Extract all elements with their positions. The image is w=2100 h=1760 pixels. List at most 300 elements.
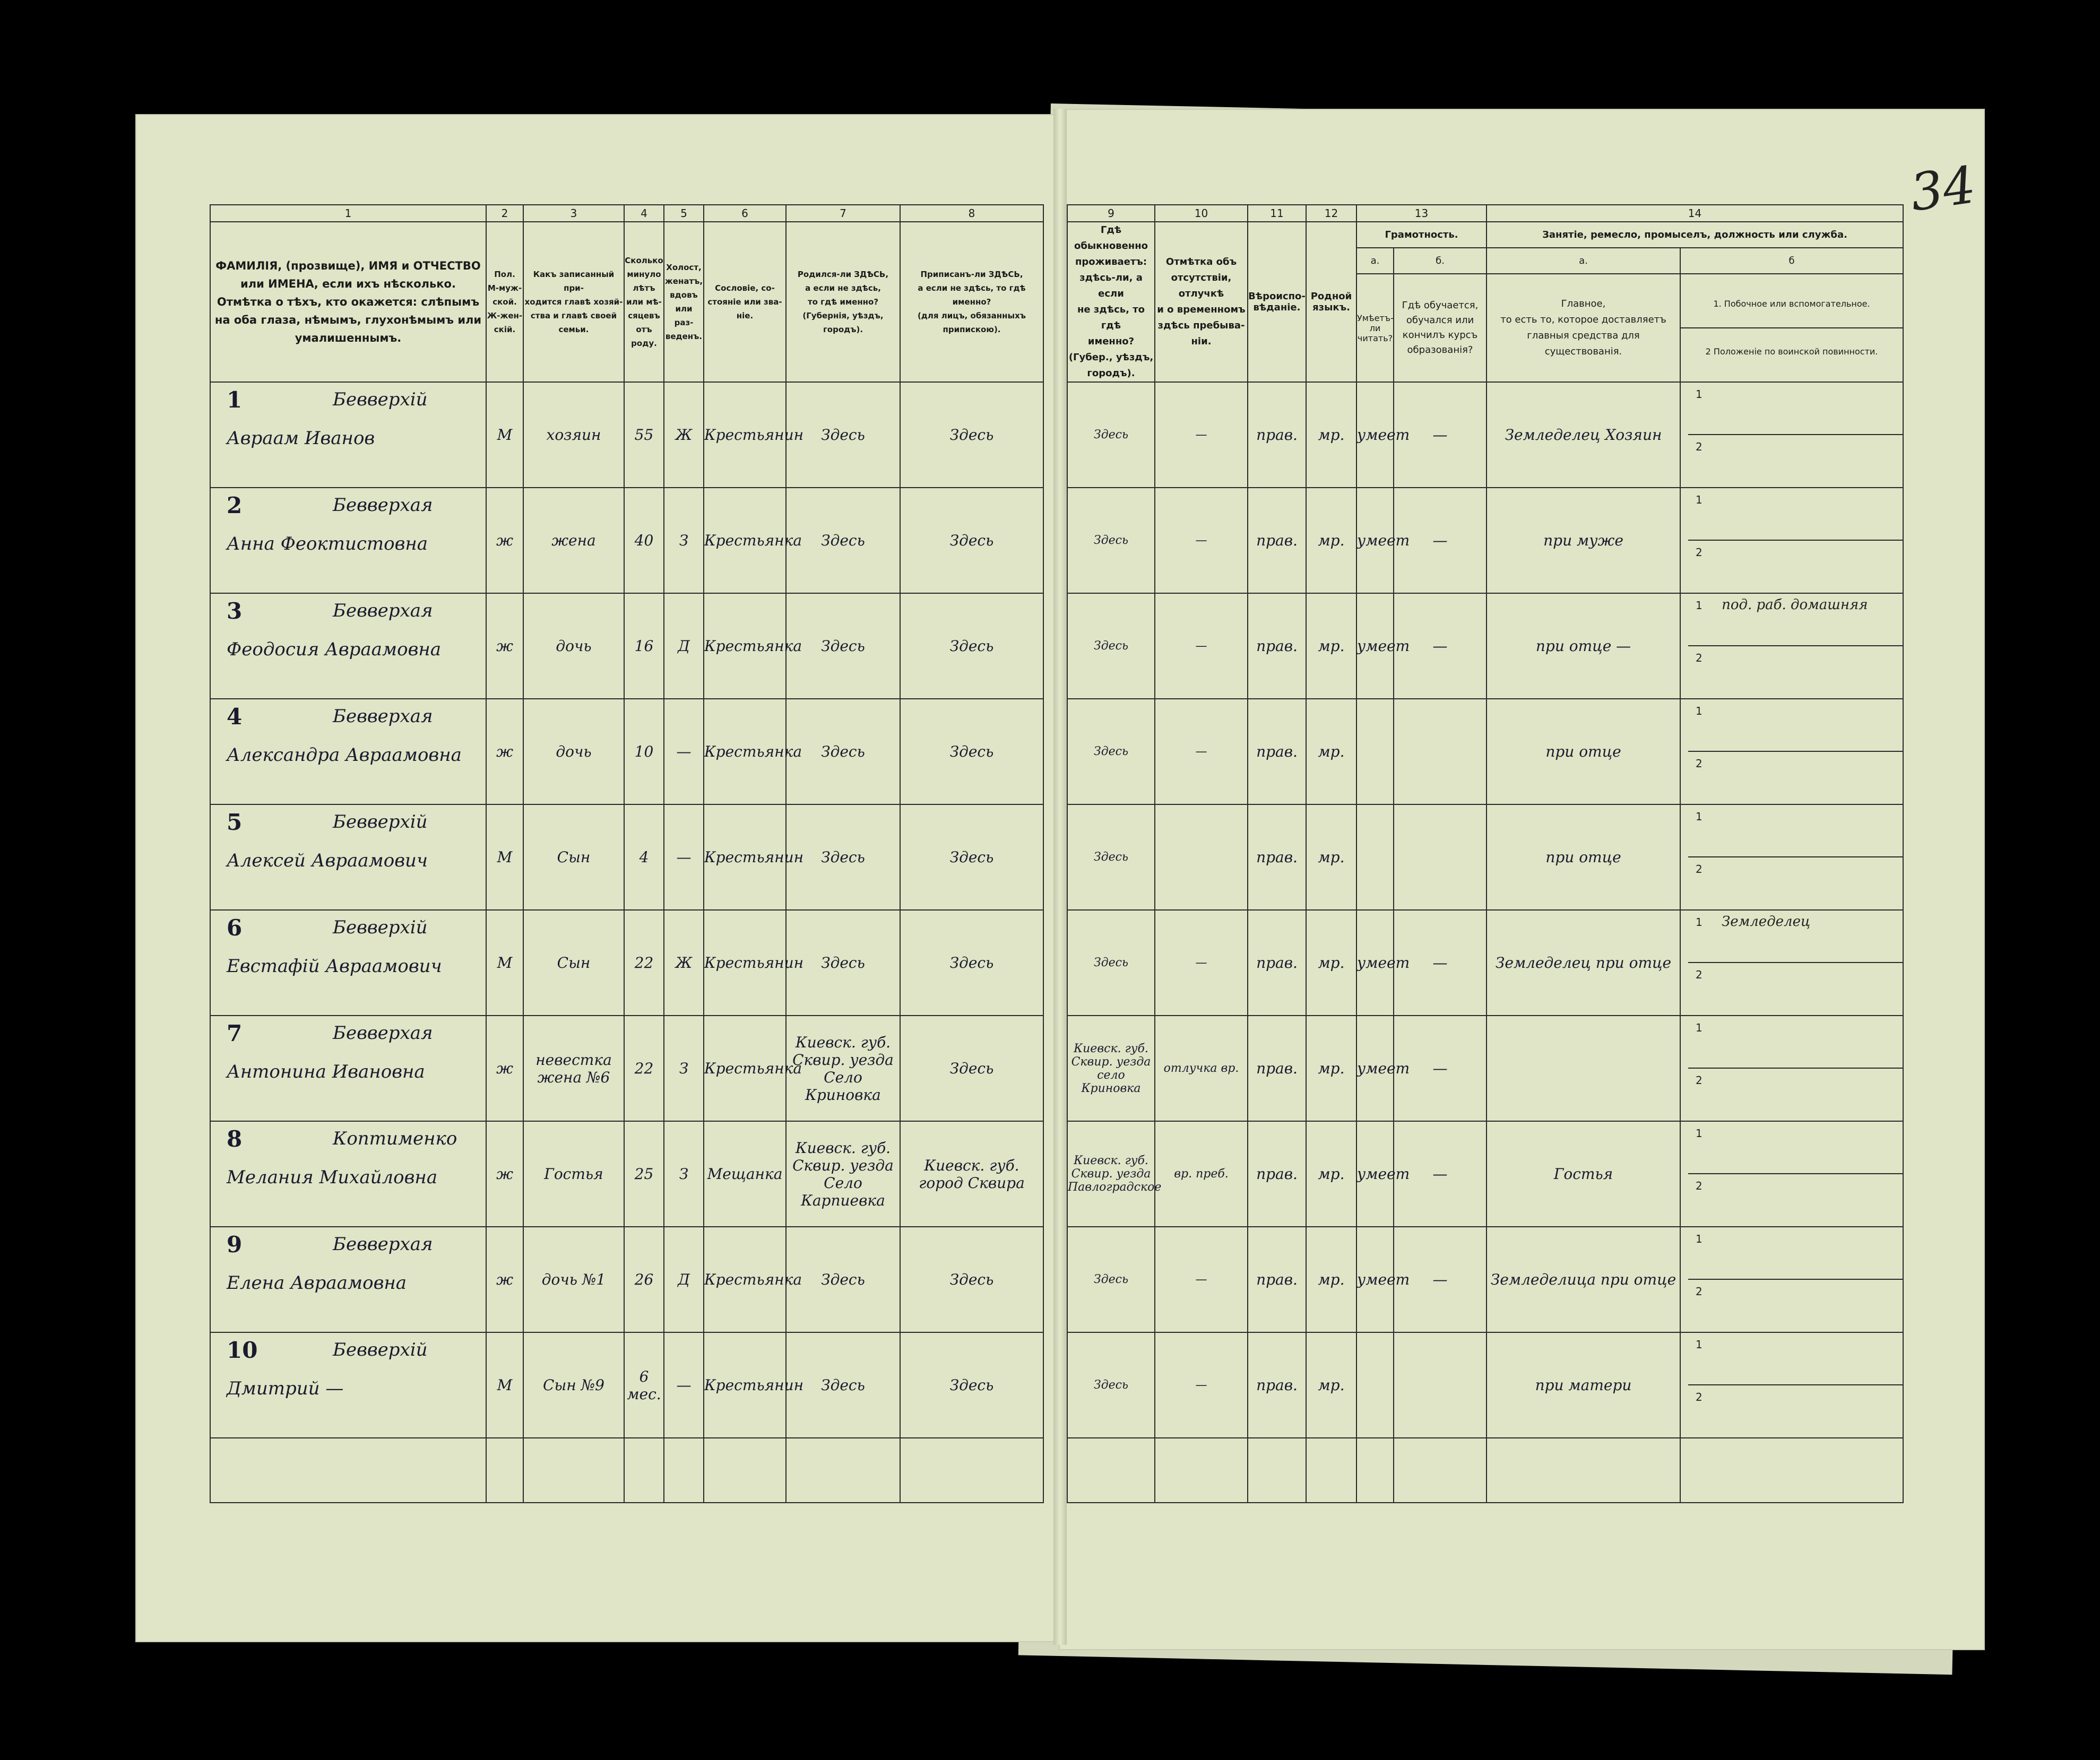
surname: Бевверхая — [333, 600, 433, 621]
resides-cell: Здесь — [1067, 488, 1155, 593]
side-occupation-1: 1 — [1688, 805, 1903, 857]
education-cell: — — [1394, 1016, 1487, 1121]
table-row — [1067, 910, 1903, 1016]
language-cell: мр. — [1306, 1016, 1356, 1121]
blank-cell — [1067, 1438, 1155, 1503]
column-number: 13 — [1356, 205, 1487, 222]
sex-cell: ж — [486, 488, 523, 593]
side-occupation-2: 2 — [1688, 1280, 1903, 1331]
blank-cell — [704, 1438, 786, 1503]
main-occ-cell: при отце — [1487, 699, 1680, 804]
age-cell: 22 — [624, 910, 664, 1016]
language-cell: мр. — [1306, 804, 1356, 910]
side-occupation-1: 1 под. раб. домашняя — [1688, 594, 1903, 646]
estate-cell: Крестьянин — [704, 382, 786, 488]
literacy-cell: умеет — [1356, 1121, 1394, 1227]
table-row — [210, 804, 1043, 910]
education-cell: — — [1394, 488, 1487, 593]
side-occupation-cell — [1680, 593, 1903, 699]
absence-cell: вр. преб. — [1155, 1121, 1248, 1227]
side-occupation-1: 1 — [1688, 1227, 1903, 1280]
registered-cell: Здесь — [900, 382, 1043, 488]
given-name: Авраам Иванов — [227, 428, 375, 449]
book-gutter — [1053, 109, 1067, 1645]
row-number: 8 — [227, 1126, 243, 1152]
religion-cell: прав. — [1248, 1016, 1306, 1121]
literacy-cell — [1356, 699, 1394, 804]
given-name: Алексей Авраамович — [227, 850, 428, 871]
estate-cell: Крестьянин — [704, 1332, 786, 1438]
side-occupation-1-value — [1703, 488, 1718, 507]
name-cell — [210, 1227, 486, 1332]
given-name: Феодосия Авраамовна — [227, 639, 442, 660]
name-cell — [210, 699, 486, 804]
name-cell — [210, 1332, 486, 1438]
header-education: Гдѣ обучается, обучался или кончилъ курсъ образованія? — [1394, 274, 1487, 382]
religion-cell: прав. — [1248, 1227, 1306, 1332]
header-occupation: Занятіе, ремесло, промыселъ, должность или служба. — [1487, 222, 1903, 248]
registered-cell: Киевск. губ. город Сквира — [900, 1121, 1043, 1227]
column-number: 2 — [486, 205, 523, 222]
side-occupation-1-value — [1703, 1227, 1718, 1246]
estate-cell: Мещанка — [704, 1121, 786, 1227]
marital-cell: Ж — [664, 382, 704, 488]
surname: Бевверхая — [333, 1022, 433, 1044]
estate-cell: Крестьянка — [704, 593, 786, 699]
table-row — [210, 593, 1043, 699]
blank-cell — [1356, 1438, 1394, 1503]
name-cell — [210, 382, 486, 488]
side-occupation-2: 2 — [1688, 646, 1903, 698]
header-literacy: Грамотность. — [1356, 222, 1487, 248]
resides-cell: Киевск. губ. Сквир. уезда Павлоградское — [1067, 1121, 1155, 1227]
header-side-2: 2 Положеніе по воинской повинности. — [1705, 346, 1878, 357]
language-cell: мр. — [1306, 1121, 1356, 1227]
blank-cell — [1248, 1438, 1306, 1503]
sex-cell: ж — [486, 1016, 523, 1121]
main-occ-cell: при отце — [1487, 804, 1680, 910]
table-row — [210, 1016, 1043, 1121]
relation-cell: Сын №9 — [523, 1332, 624, 1438]
header-name: ФАМИЛІЯ, (прозвище), ИМЯ и ОТЧЕСТВО или ИМЕНА, если ихъ нѣсколько. Отмѣтка о тѣхъ, кто окажется: слѣпымъ на оба глаза, нѣмымъ, глухонѣмымъ или умалишеннымъ. — [210, 222, 486, 382]
resides-cell: Здесь — [1067, 1332, 1155, 1438]
born-cell: Киевск. губ. Сквир. уезда Село Криновка — [786, 1016, 900, 1121]
main-occ-cell: Гостья — [1487, 1121, 1680, 1227]
page-number: 34 — [1906, 155, 1980, 223]
resides-cell: Здесь — [1067, 382, 1155, 488]
header-side-1: 1. Побочное или вспомогательное. — [1681, 281, 1903, 328]
estate-cell: Крестьянин — [704, 910, 786, 1016]
registered-cell: Здесь — [900, 1227, 1043, 1332]
table-row — [1067, 488, 1903, 593]
side-occupation-1: 1 — [1688, 1016, 1903, 1069]
table-row — [1067, 699, 1903, 804]
sex-cell: М — [486, 910, 523, 1016]
sex-cell: ж — [486, 593, 523, 699]
table-row — [210, 382, 1043, 488]
blank-cell — [1394, 1438, 1487, 1503]
born-cell: Здесь — [786, 593, 900, 699]
estate-cell: Крестьянка — [704, 1227, 786, 1332]
header-side-occupation — [1680, 274, 1903, 382]
registered-cell: Здесь — [900, 910, 1043, 1016]
name-cell — [210, 593, 486, 699]
given-name: Антонина Ивановна — [227, 1061, 425, 1082]
age-cell: 26 — [624, 1227, 664, 1332]
header-registered: Приписанъ-ли ЗДѢСЬ, а если не здѣсь, то гдѣ именно? (для лицъ, обязанныхъ припискою). — [900, 222, 1043, 382]
side-occupation-2: 2 — [1688, 857, 1903, 909]
row-number: 2 — [227, 492, 243, 518]
row-number: 3 — [227, 598, 243, 624]
side-occupation-cell — [1680, 1332, 1903, 1438]
religion-cell: прав. — [1248, 910, 1306, 1016]
given-name: Мелания Михайловна — [227, 1167, 438, 1188]
born-cell: Здесь — [786, 1227, 900, 1332]
side-occupation-1-value — [1703, 1333, 1718, 1352]
marital-cell: З — [664, 488, 704, 593]
main-occ-cell: Земледелец при отце — [1487, 910, 1680, 1016]
surname: Бевверхій — [333, 917, 428, 938]
side-occupation-cell — [1680, 1016, 1903, 1121]
age-cell: 16 — [624, 593, 664, 699]
side-occupation-1: 1 Земледелец — [1688, 911, 1903, 963]
marital-cell: Д — [664, 593, 704, 699]
absence-cell — [1155, 804, 1248, 910]
side-occupation-2-value — [1703, 963, 1718, 982]
sex-cell: М — [486, 1332, 523, 1438]
side-occupation-2: 2 — [1688, 752, 1903, 803]
literacy-cell: умеет — [1356, 488, 1394, 593]
side-occupation-1-value: под. раб. домашняя — [1722, 597, 1868, 613]
side-occupation-1: 1 — [1688, 699, 1903, 752]
column-number: 4 — [624, 205, 664, 222]
registered-cell: Здесь — [900, 699, 1043, 804]
marital-cell: Ж — [664, 910, 704, 1016]
literacy-cell — [1356, 1332, 1394, 1438]
side-occupation-2-value — [1703, 752, 1718, 771]
born-cell: Здесь — [786, 488, 900, 593]
side-occupation-1: 1 — [1688, 488, 1903, 541]
language-cell: мр. — [1306, 1227, 1356, 1332]
absence-cell: — — [1155, 910, 1248, 1016]
age-cell: 40 — [624, 488, 664, 593]
column-number: 8 — [900, 205, 1043, 222]
absence-cell: — — [1155, 1227, 1248, 1332]
relation-cell: Сын — [523, 804, 624, 910]
marital-cell: Д — [664, 1227, 704, 1332]
side-occupation-2: 2 — [1688, 541, 1903, 592]
surname: Коптименко — [333, 1128, 457, 1149]
column-number: 3 — [523, 205, 624, 222]
table-row — [1067, 382, 1903, 488]
relation-cell: дочь №1 — [523, 1227, 624, 1332]
resides-cell: Здесь — [1067, 804, 1155, 910]
education-cell — [1394, 699, 1487, 804]
table-row — [210, 488, 1043, 593]
side-occupation-2-value — [1703, 1280, 1718, 1299]
side-occupation-2-value — [1703, 435, 1718, 454]
side-occupation-cell — [1680, 699, 1903, 804]
education-cell: — — [1394, 1121, 1487, 1227]
sex-cell: ж — [486, 1121, 523, 1227]
table-row — [210, 699, 1043, 804]
header-main-occupation: Главное, то есть то, которое доставляетъ главныя средства для существованія. — [1487, 274, 1680, 382]
given-name: Дмитрий — — [227, 1378, 344, 1399]
column-number: 6 — [704, 205, 786, 222]
side-occupation-1-value: Земледелец — [1722, 914, 1811, 930]
literacy-cell: умеет — [1356, 1227, 1394, 1332]
relation-cell: жена — [523, 488, 624, 593]
header-birthplace: Родился-ли ЗДѢСЬ, а если не здѣсь, то гдѣ именно? (Губернія, уѣздъ, городъ). — [786, 222, 900, 382]
marital-cell: — — [664, 699, 704, 804]
side-occupation-2: 2 — [1688, 435, 1903, 487]
education-cell — [1394, 1332, 1487, 1438]
sex-cell: ж — [486, 699, 523, 804]
literacy-cell: умеет — [1356, 382, 1394, 488]
born-cell: Здесь — [786, 699, 900, 804]
absence-cell: — — [1155, 593, 1248, 699]
literacy-cell: умеет — [1356, 910, 1394, 1016]
row-number: 7 — [227, 1020, 243, 1046]
blank-cell — [624, 1438, 664, 1503]
registered-cell: Здесь — [900, 804, 1043, 910]
row-number: 1 — [227, 387, 243, 413]
side-occupation-1: 1 — [1688, 383, 1903, 435]
education-cell: — — [1394, 382, 1487, 488]
relation-cell: дочь — [523, 593, 624, 699]
marital-cell: З — [664, 1121, 704, 1227]
column-number: 14 — [1487, 205, 1903, 222]
table-row — [210, 1227, 1043, 1332]
religion-cell: прав. — [1248, 488, 1306, 593]
religion-cell: прав. — [1248, 1121, 1306, 1227]
side-occupation-cell — [1680, 382, 1903, 488]
header-religion: Вѣроиспо- вѣданіе. — [1248, 222, 1306, 382]
resides-cell: Киевск. губ. Сквир. уезда село Криновка — [1067, 1016, 1155, 1121]
side-occupation-1-value — [1703, 805, 1718, 824]
language-cell: мр. — [1306, 488, 1356, 593]
header-language: Родной языкъ. — [1306, 222, 1356, 382]
given-name: Елена Авраамовна — [227, 1272, 407, 1294]
surname: Бевверхая — [333, 495, 433, 516]
relation-cell: хозяин — [523, 382, 624, 488]
given-name: Анна Феоктистовна — [227, 533, 428, 554]
subheader-letter: б — [1680, 248, 1903, 274]
header-residence: Гдѣ обыкновенно проживаетъ: здѣсь-ли, а если не здѣсь, то гдѣ именно? (Губер., уѣздъ, городъ). — [1067, 222, 1155, 382]
side-occupation-cell — [1680, 1121, 1903, 1227]
born-cell: Киевск. губ. Сквир. уезда Село Карпиевка — [786, 1121, 900, 1227]
side-occupation-cell — [1680, 804, 1903, 910]
column-number: 5 — [664, 205, 704, 222]
side-occupation-2: 2 — [1688, 1385, 1903, 1437]
blank-cell — [1306, 1438, 1356, 1503]
row-number: 6 — [227, 915, 243, 941]
religion-cell: прав. — [1248, 593, 1306, 699]
sex-cell: М — [486, 382, 523, 488]
surname: Бевверхій — [333, 811, 428, 833]
header-estate: Сословіе, со- стояніе или зва- ніе. — [704, 222, 786, 382]
table-row — [210, 1121, 1043, 1227]
header-marital: Холост, женатъ, вдовъ или раз- веденъ. — [664, 222, 704, 382]
side-occupation-1-value — [1703, 1122, 1718, 1141]
table-row — [1067, 1016, 1903, 1121]
born-cell: Здесь — [786, 382, 900, 488]
language-cell: мр. — [1306, 699, 1356, 804]
main-occ-cell: при отце — — [1487, 593, 1680, 699]
blank-cell — [1487, 1438, 1680, 1503]
blank-cell — [210, 1438, 486, 1503]
language-cell: мр. — [1306, 593, 1356, 699]
absence-cell: отлучка вр. — [1155, 1016, 1248, 1121]
marital-cell: — — [664, 804, 704, 910]
registered-cell: Здесь — [900, 488, 1043, 593]
census-table-right — [1067, 204, 1904, 1503]
row-number: 9 — [227, 1232, 243, 1258]
literacy-cell — [1356, 804, 1394, 910]
education-cell — [1394, 804, 1487, 910]
table-row — [1067, 593, 1903, 699]
education-cell: — — [1394, 593, 1487, 699]
row-number: 4 — [227, 704, 243, 730]
religion-cell: прав. — [1248, 1332, 1306, 1438]
header-absence: Отмѣтка объ отсутствіи, отлучкѣ и о временномъ здѣсь пребыва- ніи. — [1155, 222, 1248, 382]
header-age: Сколько минуло лѣтъ или мѣ- сяцевъ отъ роду. — [624, 222, 664, 382]
column-number: 1 — [210, 205, 486, 222]
absence-cell: — — [1155, 699, 1248, 804]
religion-cell: прав. — [1248, 804, 1306, 910]
table-row — [210, 910, 1043, 1016]
column-number: 9 — [1067, 205, 1155, 222]
name-cell — [210, 1121, 486, 1227]
given-name: Евстафій Авраамович — [227, 956, 442, 977]
age-cell: 22 — [624, 1016, 664, 1121]
header-sex: Пол. М-муж- ской. Ж-жен- скій. — [486, 222, 523, 382]
surname: Бевверхій — [333, 1339, 428, 1360]
side-occupation-cell — [1680, 488, 1903, 593]
surname: Бевверхій — [333, 389, 428, 410]
table-row — [1067, 1227, 1903, 1332]
census-table-left — [210, 204, 1044, 1503]
sex-cell: М — [486, 804, 523, 910]
language-cell: мр. — [1306, 1332, 1356, 1438]
marital-cell: З — [664, 1016, 704, 1121]
estate-cell: Крестьянка — [704, 1016, 786, 1121]
language-cell: мр. — [1306, 382, 1356, 488]
relation-cell: дочь — [523, 699, 624, 804]
side-occupation-2-value — [1703, 1174, 1718, 1193]
row-number: 10 — [227, 1337, 258, 1363]
subheader-letter: а. — [1487, 248, 1680, 274]
table-row — [1067, 1121, 1903, 1227]
column-number: 10 — [1155, 205, 1248, 222]
table-row — [210, 1332, 1043, 1438]
registered-cell: Здесь — [900, 593, 1043, 699]
estate-cell: Крестьянка — [704, 699, 786, 804]
absence-cell: — — [1155, 1332, 1248, 1438]
side-occupation-2-value — [1703, 857, 1718, 877]
literacy-cell: умеет — [1356, 1016, 1394, 1121]
column-number: 12 — [1306, 205, 1356, 222]
name-cell — [210, 804, 486, 910]
registered-cell: Здесь — [900, 1016, 1043, 1121]
table-row — [1067, 804, 1903, 910]
relation-cell: Гостья — [523, 1121, 624, 1227]
blank-cell — [786, 1438, 900, 1503]
resides-cell: Здесь — [1067, 699, 1155, 804]
row-number: 5 — [227, 809, 243, 835]
side-occupation-1-value — [1703, 383, 1718, 402]
side-occupation-2: 2 — [1688, 1174, 1903, 1226]
blank-cell — [486, 1438, 523, 1503]
blank-cell — [1155, 1438, 1248, 1503]
column-number: 7 — [786, 205, 900, 222]
side-occupation-cell — [1680, 910, 1903, 1016]
registered-cell: Здесь — [900, 1332, 1043, 1438]
age-cell: 55 — [624, 382, 664, 488]
education-cell: — — [1394, 1227, 1487, 1332]
side-occupation-2-value — [1703, 646, 1718, 665]
side-occupation-1-value — [1703, 699, 1718, 718]
literacy-cell: умеет — [1356, 593, 1394, 699]
surname: Бевверхая — [333, 1234, 433, 1255]
subheader-letter: а. — [1356, 248, 1394, 274]
born-cell: Здесь — [786, 804, 900, 910]
surname: Бевверхая — [333, 706, 433, 727]
age-cell: 6 мес. — [624, 1332, 664, 1438]
side-occupation-1: 1 — [1688, 1122, 1903, 1174]
age-cell: 25 — [624, 1121, 664, 1227]
marital-cell: — — [664, 1332, 704, 1438]
name-cell — [210, 910, 486, 1016]
side-occupation-1: 1 — [1688, 1333, 1903, 1385]
main-occ-cell: Земледелец Хозяин — [1487, 382, 1680, 488]
blank-cell — [664, 1438, 704, 1503]
blank-cell — [1680, 1438, 1903, 1503]
main-occ-cell: при матери — [1487, 1332, 1680, 1438]
blank-cell — [523, 1438, 624, 1503]
religion-cell: прав. — [1248, 382, 1306, 488]
side-occupation-2: 2 — [1688, 1069, 1903, 1120]
religion-cell: прав. — [1248, 699, 1306, 804]
education-cell: — — [1394, 910, 1487, 1016]
side-occupation-2: 2 — [1688, 963, 1903, 1015]
header-can-read: Умѣетъ- ли читать? — [1356, 274, 1394, 382]
sex-cell: ж — [486, 1227, 523, 1332]
absence-cell: — — [1155, 488, 1248, 593]
age-cell: 10 — [624, 699, 664, 804]
name-cell — [210, 1016, 486, 1121]
given-name: Александра Авраамовна — [227, 744, 462, 766]
born-cell: Здесь — [786, 1332, 900, 1438]
age-cell: 4 — [624, 804, 664, 910]
language-cell: мр. — [1306, 910, 1356, 1016]
resides-cell: Здесь — [1067, 593, 1155, 699]
table-row — [1067, 1332, 1903, 1438]
estate-cell: Крестьянин — [704, 804, 786, 910]
side-occupation-2-value — [1703, 1069, 1718, 1088]
header-relation: Какъ записанный при- ходится главѣ хозяй- ства и главѣ своей семьи. — [523, 222, 624, 382]
subheader-letter: б. — [1394, 248, 1487, 274]
main-occ-cell — [1487, 1016, 1680, 1121]
blank-cell — [900, 1438, 1043, 1503]
absence-cell: — — [1155, 382, 1248, 488]
relation-cell: Сын — [523, 910, 624, 1016]
main-occ-cell: Земледелица при отце — [1487, 1227, 1680, 1332]
side-occupation-2-value — [1703, 1385, 1718, 1404]
relation-cell: невестка жена №6 — [523, 1016, 624, 1121]
resides-cell: Здесь — [1067, 1227, 1155, 1332]
side-occupation-cell — [1680, 1227, 1903, 1332]
